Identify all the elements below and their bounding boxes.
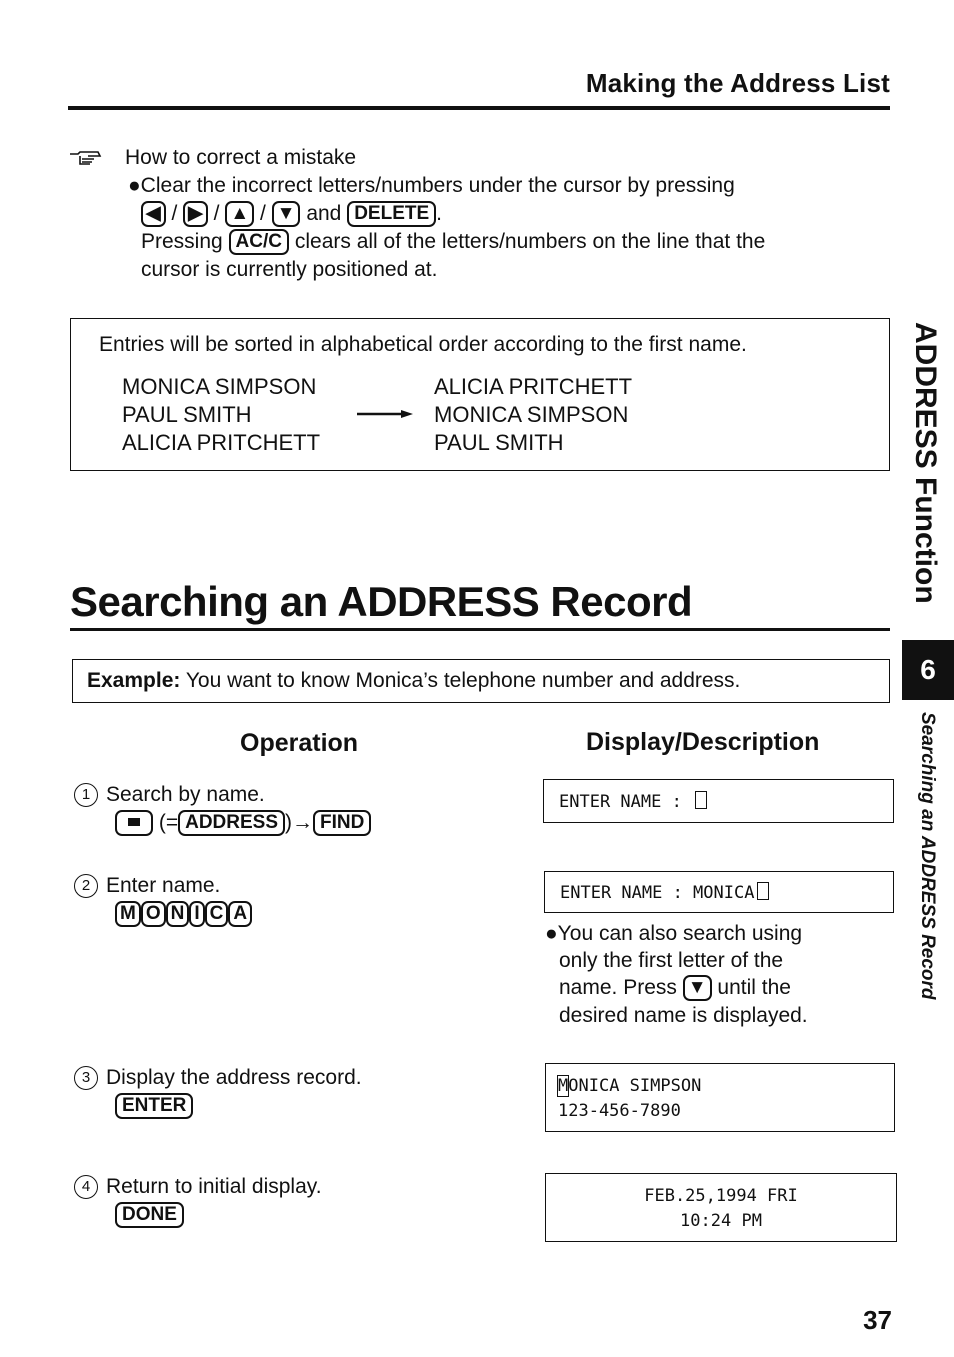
header-rule [68, 106, 890, 110]
cursor-letter: M [558, 1076, 569, 1096]
key-o: O [141, 901, 166, 927]
step-3-text: Display the address record. [106, 1066, 362, 1089]
step-2 [74, 872, 220, 900]
display-4 [545, 1173, 897, 1242]
pointing-hand-icon [68, 150, 104, 168]
tip-line-1: ●Clear the incorrect letters/numbers under the cursor by pressing [128, 174, 735, 197]
display-4-date: FEB.25,1994 FRI [644, 1186, 798, 1206]
search-note-4: desired name is displayed. [559, 1004, 808, 1027]
cursor-icon [695, 791, 707, 809]
before-item: ALICIA PRITCHETT [122, 430, 321, 455]
display-3 [545, 1063, 895, 1132]
after-list [434, 373, 632, 457]
side-subtitle: Searching an ADDRESS Record [917, 712, 938, 1000]
key-m: M [115, 901, 141, 927]
slash: / [213, 202, 220, 225]
before-list [122, 373, 320, 457]
tip-line-3 [141, 228, 765, 256]
after-item: ALICIA PRITCHETT [434, 374, 633, 399]
search-note-1: ●You can also search using [545, 922, 803, 945]
down-arrow-key: ▼ [272, 201, 301, 227]
arrow-right-icon [357, 409, 413, 419]
display-3-line-1 [558, 1074, 894, 1099]
example-label: Example: [87, 669, 181, 692]
cursor-icon [757, 882, 769, 900]
note-until: until the [717, 976, 791, 999]
step-number: 2 [74, 874, 98, 898]
display-2 [544, 871, 894, 913]
key-i: I [189, 901, 204, 927]
side-tab-title: ADDRESS Function [909, 322, 942, 604]
slash: / [171, 202, 178, 225]
display-heading: Display/Description [586, 728, 820, 756]
example-text: You want to know Monica’s telephone number and address. [185, 669, 741, 692]
step-number: 1 [74, 783, 98, 807]
step-4 [74, 1173, 322, 1201]
tip-line-3-rest: clears all of the letters/numbers on the line that the [294, 230, 766, 253]
tip-line-2 [141, 200, 442, 228]
slash: / [259, 202, 266, 225]
down-arrow-key: ▼ [683, 975, 712, 1001]
find-key: FIND [313, 810, 371, 836]
step-number: 3 [74, 1066, 98, 1090]
after-item: MONICA SIMPSON [434, 402, 629, 427]
acc-key: AC/C [229, 229, 289, 255]
step-1 [74, 781, 265, 809]
step-2-keys [115, 900, 252, 928]
step-3-keys [115, 1092, 193, 1120]
suffix: )→ [285, 811, 314, 834]
step-4-keys [115, 1201, 184, 1229]
page-header-title: Making the Address List [585, 68, 890, 98]
key-c: C [205, 901, 229, 927]
step-1-text: Search by name. [106, 783, 265, 806]
pressing-text: Pressing [141, 230, 223, 253]
and-text: and [306, 202, 342, 225]
left-arrow-key: ◀ [141, 201, 166, 227]
page-number: 37 [863, 1305, 892, 1335]
done-key: DONE [115, 1202, 184, 1228]
operation-heading: Operation [240, 729, 359, 757]
display-4-time: 10:24 PM [680, 1211, 762, 1231]
sort-example-box [70, 318, 890, 471]
section-title-rule [70, 628, 890, 631]
key-a: A [228, 901, 252, 927]
tip-heading: How to correct a mistake [125, 146, 357, 169]
display-2-text: ENTER NAME : MONICA [560, 883, 755, 903]
section-title: Searching an ADDRESS Record [70, 578, 693, 625]
step-1-keys [115, 809, 371, 837]
tip-line-4: cursor is currently positioned at. [141, 258, 438, 281]
sort-intro: Entries will be sorted in alphabetical order according to the first name. [99, 333, 747, 356]
mode-key [115, 810, 153, 836]
before-item: PAUL SMITH [122, 402, 252, 427]
step-3 [74, 1064, 362, 1092]
note-press: name. Press [559, 976, 677, 999]
before-item: MONICA SIMPSON [122, 374, 317, 399]
display-3-name: ONICA SIMPSON [568, 1076, 702, 1096]
up-arrow-key: ▲ [225, 201, 254, 227]
delete-key: DELETE [347, 201, 436, 227]
display-3-line-2: 123-456-7890 [558, 1101, 681, 1121]
search-note-3 [559, 974, 791, 1002]
period: . [436, 202, 442, 225]
step-4-text: Return to initial display. [106, 1175, 322, 1198]
prefix: (= [158, 811, 179, 834]
address-key: ADDRESS [178, 810, 285, 836]
search-note-2: only the first letter of the [559, 949, 784, 972]
chapter-number-tab: 6 [902, 640, 954, 700]
step-2-text: Enter name. [106, 874, 221, 897]
step-number: 4 [74, 1175, 98, 1199]
enter-key: ENTER [115, 1093, 193, 1119]
display-1 [543, 779, 894, 823]
right-arrow-key: ▶ [183, 201, 208, 227]
display-1-text: ENTER NAME : [559, 792, 693, 812]
example-box [72, 659, 890, 703]
key-symbol-icon [126, 816, 142, 828]
after-item: PAUL SMITH [434, 430, 564, 455]
key-n: N [166, 901, 190, 927]
